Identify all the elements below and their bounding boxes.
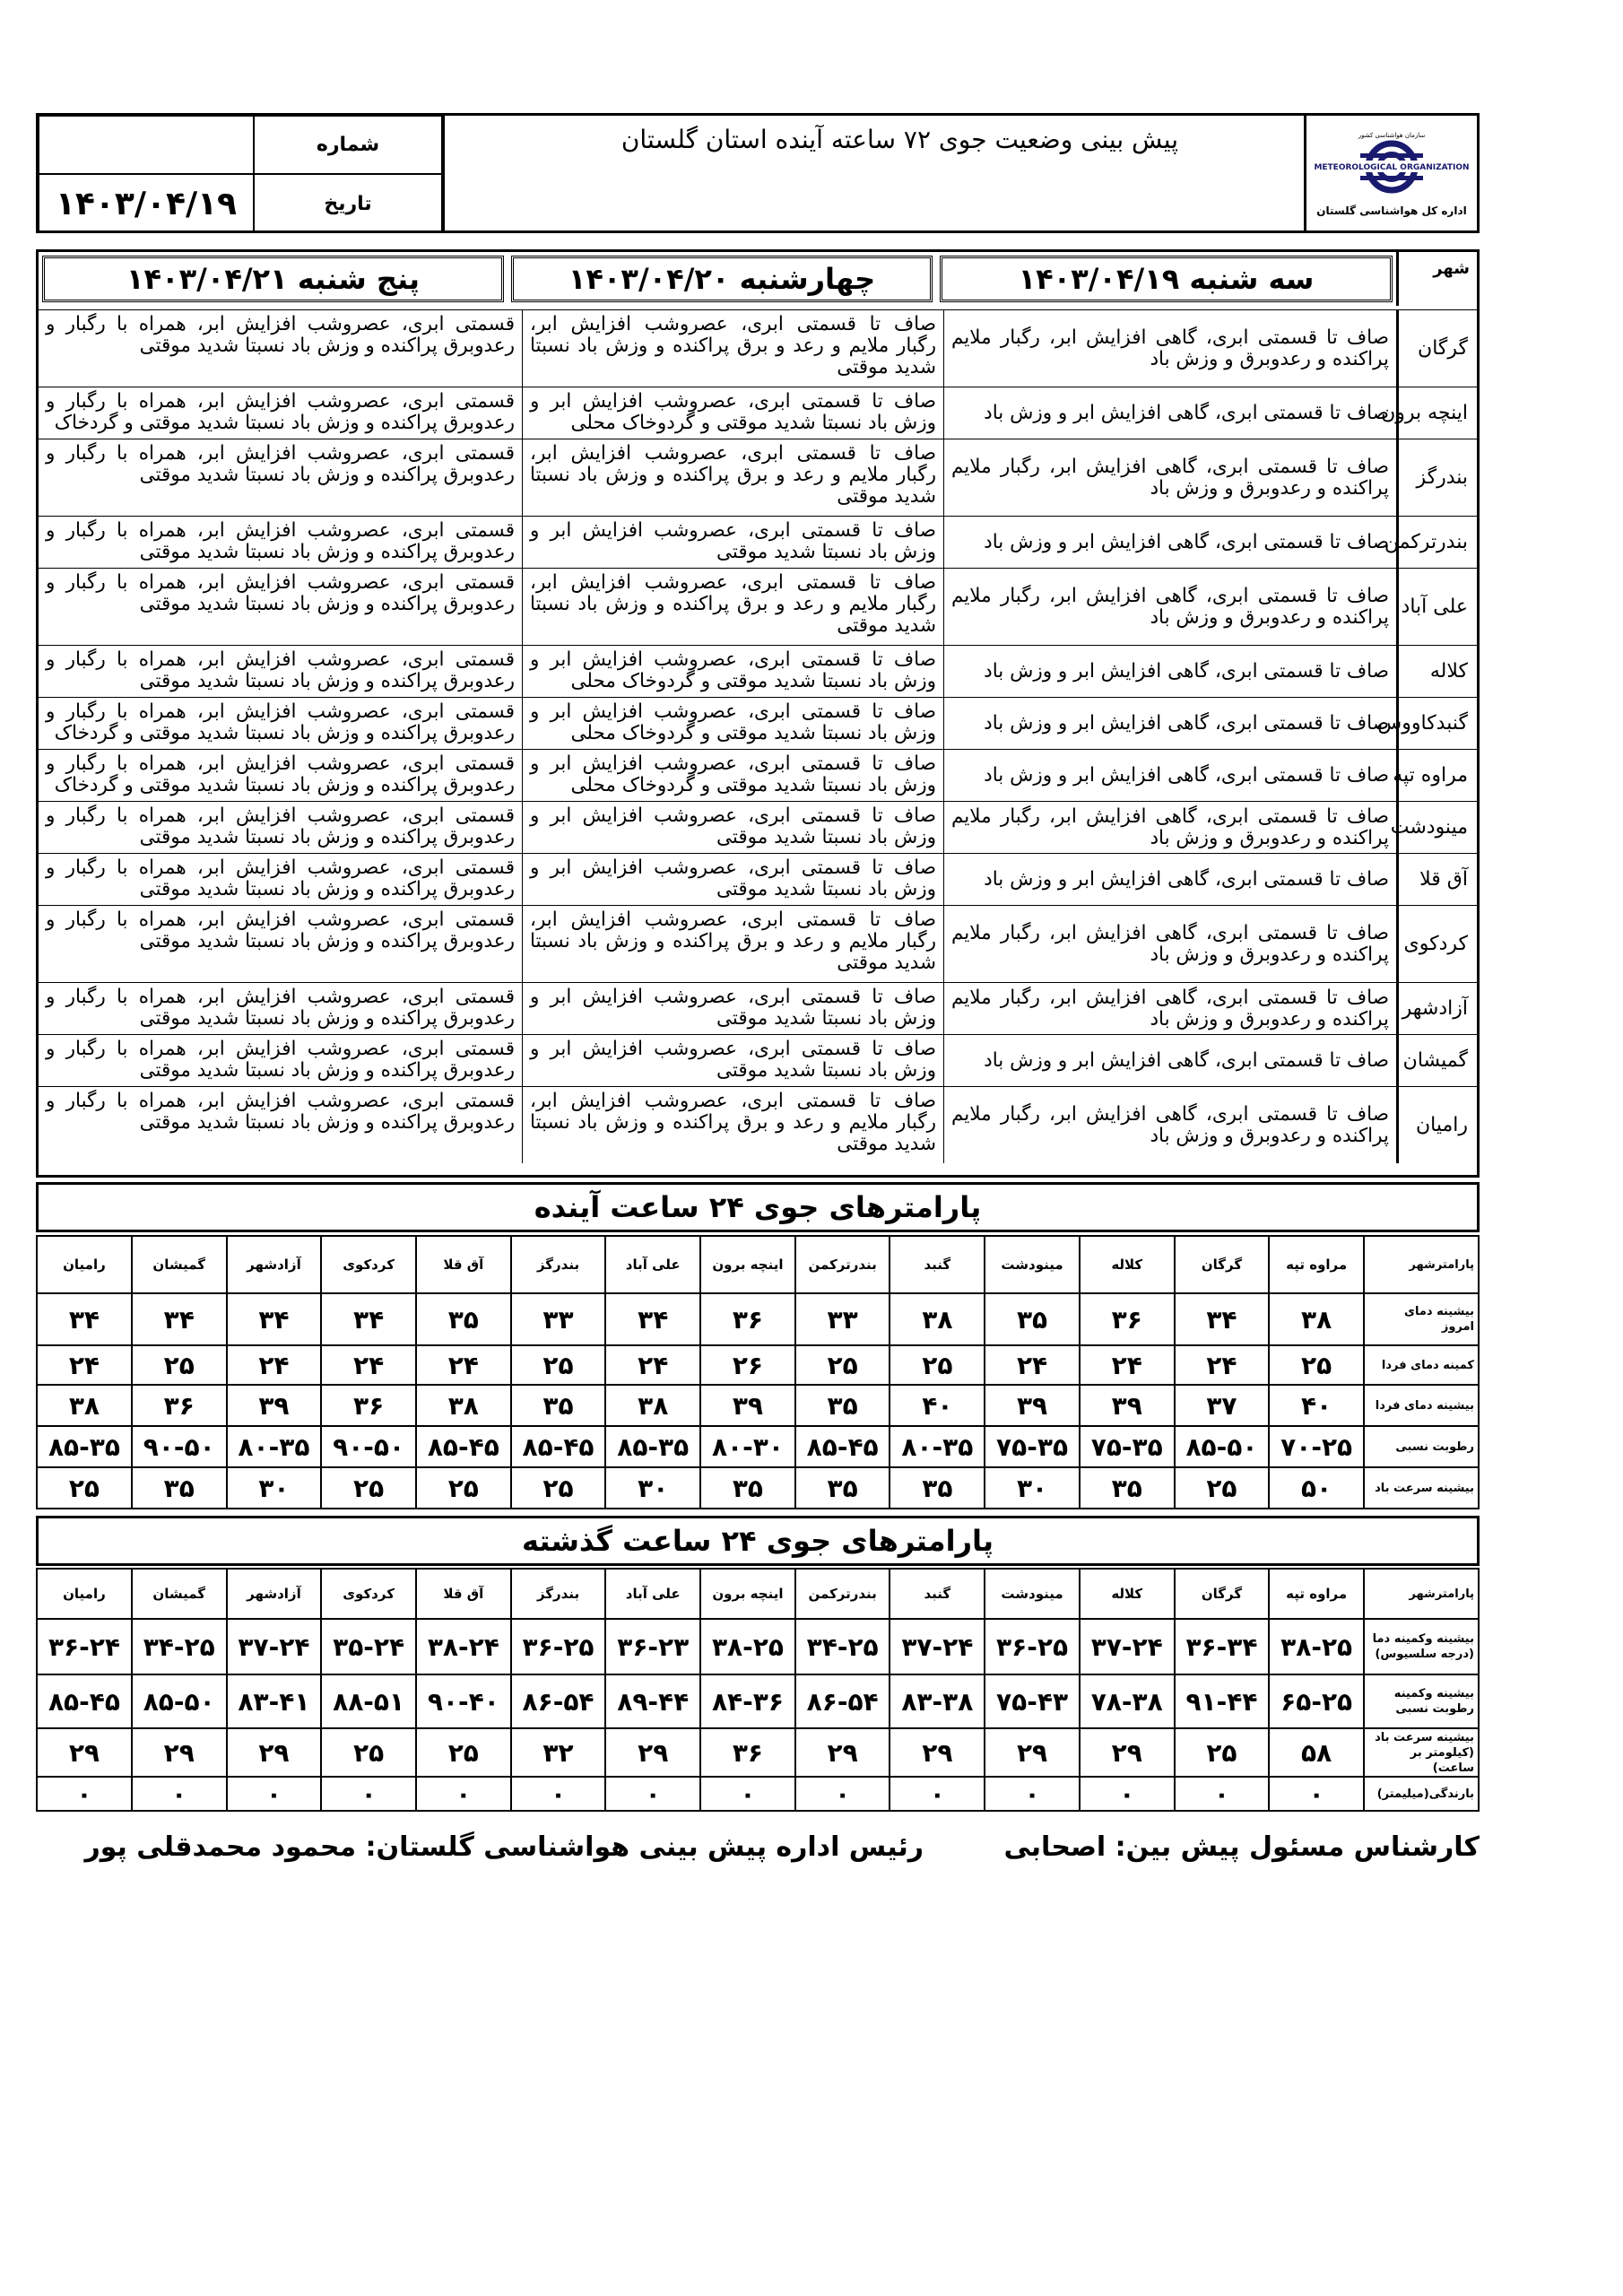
param-value: ۲۵ bbox=[321, 1467, 416, 1509]
param-value: ۷۵-۳۵ bbox=[985, 1426, 1080, 1467]
city-header: رامیان bbox=[37, 1569, 132, 1619]
day-2-forecast: صاف تا قسمتی ابری، عصروشب افزایش ابر، رگبار ملایم و رعد و برق پراکنده و وزش باد نسبتا شدید موقتی bbox=[522, 439, 943, 516]
signature-footer bbox=[36, 1831, 1480, 1876]
param-value: ۴۰ bbox=[890, 1385, 985, 1426]
param-value: ۹۰-۵۰ bbox=[321, 1426, 416, 1467]
day-3-forecast: قسمتی ابری، عصروشب افزایش ابر، همراه با رگبار و رعدوبرق پراکنده و وزش باد نسبتا شدید موقتی bbox=[46, 519, 515, 563]
param-value: ۳۴ bbox=[1175, 1293, 1270, 1345]
params-next-title: پارامترهای جوی ۲۴ ساعت آینده bbox=[36, 1182, 1480, 1232]
forecast-row bbox=[39, 568, 1477, 645]
param-value: ۵۸ bbox=[1269, 1728, 1364, 1777]
forecast-row bbox=[39, 697, 1477, 749]
param-value: ۷۰-۲۵ bbox=[1269, 1426, 1364, 1467]
param-label: بیشینه وکمینه رطوبت نسبی bbox=[1364, 1674, 1479, 1728]
param-value: ۳۸ bbox=[416, 1385, 511, 1426]
forecast-row bbox=[39, 516, 1477, 568]
day-3-forecast: قسمتی ابری، عصروشب افزایش ابر، همراه با رگبار و رعدوبرق پراکنده و وزش باد نسبتا شدید موقتی bbox=[46, 986, 515, 1030]
param-value: ۳۵ bbox=[416, 1293, 511, 1345]
city-name: رامیان bbox=[1396, 1087, 1477, 1163]
param-value: ۰ bbox=[132, 1777, 227, 1811]
param-value: ۳۷ bbox=[1175, 1385, 1270, 1426]
params-row bbox=[37, 1619, 1479, 1674]
forecast-row bbox=[39, 905, 1477, 982]
param-value: ۷۸-۳۸ bbox=[1080, 1674, 1175, 1728]
param-value: ۳۴ bbox=[227, 1293, 322, 1345]
day-1-forecast: صاف تا قسمتی ابری، گاهی افزایش ابر و وزش باد bbox=[943, 1035, 1396, 1086]
day-3-forecast: قسمتی ابری، عصروشب افزایش ابر، همراه با رگبار و رعدوبرق پراکنده و وزش باد نسبتا شدید موقتی bbox=[46, 909, 515, 952]
param-value: ۲۵ bbox=[511, 1345, 606, 1385]
param-city-corner: پارامترشهر bbox=[1364, 1569, 1479, 1619]
param-value: ۳۵ bbox=[700, 1467, 795, 1509]
city-name: گرگان bbox=[1396, 310, 1477, 387]
forecast-row bbox=[39, 853, 1477, 905]
param-value: ۰ bbox=[416, 1777, 511, 1811]
param-value: ۸۵-۴۵ bbox=[37, 1674, 132, 1728]
param-value: ۳۶ bbox=[132, 1385, 227, 1426]
param-value: ۵۰ bbox=[1269, 1467, 1364, 1509]
city-header: بندرگز bbox=[511, 1569, 606, 1619]
day-3-forecast: قسمتی ابری، عصروشب افزایش ابر، همراه با رگبار و رعدوبرق پراکنده و وزش باد نسبتا شدید موقتی bbox=[46, 857, 515, 900]
logo-top-text: سازمان هواشناسی کشور bbox=[1358, 132, 1426, 139]
city-name: بندرگز bbox=[1396, 439, 1477, 516]
city-header: گرگان bbox=[1175, 1236, 1270, 1293]
param-value: ۸۹-۴۴ bbox=[605, 1674, 700, 1728]
city-name: کردکوی bbox=[1396, 906, 1477, 982]
forecaster-name: کارشناس مسئول پیش بین: اصحابی bbox=[1003, 1831, 1480, 1863]
city-header: گنبد bbox=[890, 1569, 985, 1619]
param-city-corner: پارامترشهر bbox=[1364, 1236, 1479, 1293]
day-1-forecast: صاف تا قسمتی ابری، گاهی افزایش ابر و وزش باد bbox=[943, 646, 1396, 697]
day-2-forecast: صاف تا قسمتی ابری، عصروشب افزایش ابر و وزش باد نسبتا شدید موقتی و گردوخاک محلی bbox=[522, 387, 943, 439]
city-column-header: شهر bbox=[1396, 252, 1477, 306]
day-1-forecast: صاف تا قسمتی ابری، گاهی افزایش ابر، رگبار ملایم پراکنده و رعدوبرق و وزش باد bbox=[943, 439, 1396, 516]
param-value: ۳۶ bbox=[1080, 1293, 1175, 1345]
params-header-row bbox=[37, 1569, 1479, 1619]
forecast-row bbox=[39, 1086, 1477, 1163]
param-value: ۳۴-۲۵ bbox=[132, 1619, 227, 1674]
param-value: ۶۵-۲۵ bbox=[1269, 1674, 1364, 1728]
param-label: بیشینه دمای امروز bbox=[1364, 1293, 1479, 1345]
param-value: ۲۹ bbox=[605, 1728, 700, 1777]
param-value: ۸۰-۳۵ bbox=[890, 1426, 985, 1467]
param-value: ۸۵-۳۵ bbox=[605, 1426, 700, 1467]
param-label: کمینه دمای فردا bbox=[1364, 1345, 1479, 1385]
params-next-table bbox=[36, 1235, 1480, 1509]
day-2-forecast: صاف تا قسمتی ابری، عصروشب افزایش ابر و وزش باد نسبتا شدید موقتی و گردوخاک محلی bbox=[522, 698, 943, 749]
params-row bbox=[37, 1293, 1479, 1345]
param-value: ۲۵ bbox=[416, 1728, 511, 1777]
city-header: اینچه برون bbox=[700, 1236, 795, 1293]
param-value: ۲۹ bbox=[132, 1728, 227, 1777]
day-2-forecast: صاف تا قسمتی ابری، عصروشب افزایش ابر، رگبار ملایم و رعد و برق پراکنده و وزش باد نسبتا شدید موقتی bbox=[522, 569, 943, 645]
day-2-forecast: صاف تا قسمتی ابری، عصروشب افزایش ابر، رگبار ملایم و رعد و برق پراکنده و وزش باد نسبتا شدید موقتی bbox=[522, 906, 943, 982]
city-name: کلاله bbox=[1396, 646, 1477, 697]
city-header: آق قلا bbox=[416, 1236, 511, 1293]
param-value: ۹۰-۴۰ bbox=[416, 1674, 511, 1728]
param-value: ۳۵ bbox=[511, 1385, 606, 1426]
param-value: ۰ bbox=[37, 1777, 132, 1811]
number-value bbox=[39, 116, 254, 174]
param-value: ۳۶ bbox=[700, 1728, 795, 1777]
city-name: مینودشت bbox=[1396, 802, 1477, 853]
city-name: گمیشان bbox=[1396, 1035, 1477, 1086]
param-value: ۳۳ bbox=[511, 1293, 606, 1345]
param-value: ۸۵-۳۵ bbox=[37, 1426, 132, 1467]
city-header: گنبد bbox=[890, 1236, 985, 1293]
param-label: رطوبت نسبی bbox=[1364, 1426, 1479, 1467]
city-header: مینودشت bbox=[985, 1569, 1080, 1619]
param-value: ۰ bbox=[511, 1777, 606, 1811]
forecast-row bbox=[39, 982, 1477, 1034]
param-value: ۳۰ bbox=[605, 1467, 700, 1509]
param-value: ۲۴ bbox=[1175, 1345, 1270, 1385]
param-value: ۰ bbox=[795, 1777, 890, 1811]
param-label: بیشینه وکمینه دما (درجه سلسیوس) bbox=[1364, 1619, 1479, 1674]
param-value: ۲۵ bbox=[1175, 1467, 1270, 1509]
city-name: آزادشهر bbox=[1396, 983, 1477, 1034]
param-value: ۳۵ bbox=[890, 1467, 985, 1509]
day-1-forecast: صاف تا قسمتی ابری، گاهی افزایش ابر، رگبار ملایم پراکنده و رعدوبرق و وزش باد bbox=[943, 983, 1396, 1034]
city-header: گرگان bbox=[1175, 1569, 1270, 1619]
params-row bbox=[37, 1777, 1479, 1811]
city-header: مراوه تپه bbox=[1269, 1236, 1364, 1293]
param-value: ۲۴ bbox=[985, 1345, 1080, 1385]
param-value: ۲۶ bbox=[700, 1345, 795, 1385]
logo-en-text: METEOROLOGICAL ORGANIZATION bbox=[1314, 163, 1470, 172]
forecast-row bbox=[39, 1034, 1477, 1086]
param-value: ۳۳ bbox=[795, 1293, 890, 1345]
param-value: ۲۴ bbox=[1080, 1345, 1175, 1385]
page-title: پیش بینی وضعیت جوی ۷۲ ساعته آینده استان گلستان bbox=[621, 125, 1178, 154]
param-value: ۲۴ bbox=[227, 1345, 322, 1385]
param-value: ۲۴ bbox=[605, 1345, 700, 1385]
param-value: ۲۵ bbox=[1175, 1728, 1270, 1777]
param-value: ۸۵-۵۰ bbox=[1175, 1426, 1270, 1467]
param-value: ۰ bbox=[605, 1777, 700, 1811]
param-value: ۳۰ bbox=[227, 1467, 322, 1509]
param-value: ۰ bbox=[985, 1777, 1080, 1811]
param-value: ۳۶-۲۳ bbox=[605, 1619, 700, 1674]
param-value: ۳۴ bbox=[37, 1293, 132, 1345]
params-row bbox=[37, 1426, 1479, 1467]
organization-logo bbox=[1304, 116, 1477, 230]
day-2-forecast: صاف تا قسمتی ابری، عصروشب افزایش ابر، رگبار ملایم و رعد و برق پراکنده و وزش باد نسبتا شدید موقتی bbox=[522, 1087, 943, 1163]
day-3-forecast: قسمتی ابری، عصروشب افزایش ابر، همراه با رگبار و رعدوبرق پراکنده و وزش باد نسبتا شدید موقتی bbox=[46, 571, 515, 615]
param-value: ۲۵ bbox=[132, 1345, 227, 1385]
city-header: آزادشهر bbox=[227, 1236, 322, 1293]
params-past-title: پارامترهای جوی ۲۴ ساعت گذشته bbox=[36, 1516, 1480, 1566]
param-value: ۸۸-۵۱ bbox=[321, 1674, 416, 1728]
day-3-forecast: قسمتی ابری، عصروشب افزایش ابر، همراه با رگبار و رعدوبرق پراکنده و وزش باد نسبتا شدید موقتی bbox=[46, 442, 515, 486]
day-3-forecast: قسمتی ابری، عصروشب افزایش ابر، همراه با رگبار و رعدوبرق پراکنده و وزش باد نسبتا شدید موقتی و گردخاک bbox=[46, 700, 515, 744]
day-3-forecast: قسمتی ابری، عصروشب افزایش ابر، همراه با رگبار و رعدوبرق پراکنده و وزش باد نسبتا شدید موقتی و گردخاک bbox=[46, 390, 515, 434]
city-header: آق قلا bbox=[416, 1569, 511, 1619]
param-value: ۲۴ bbox=[37, 1345, 132, 1385]
param-value: ۳۶ bbox=[700, 1293, 795, 1345]
param-value: ۳۶-۲۵ bbox=[511, 1619, 606, 1674]
param-value: ۳۹ bbox=[700, 1385, 795, 1426]
param-value: ۲۴ bbox=[321, 1345, 416, 1385]
meteorological-logo-icon bbox=[1314, 129, 1470, 199]
title-area bbox=[445, 116, 1304, 230]
forecast-row bbox=[39, 645, 1477, 697]
city-header: بندرترکمن bbox=[795, 1569, 890, 1619]
date-label: تاریخ bbox=[254, 174, 442, 233]
params-past-table bbox=[36, 1568, 1480, 1812]
param-value: ۰ bbox=[890, 1777, 985, 1811]
param-value: ۳۵-۲۴ bbox=[321, 1619, 416, 1674]
param-value: ۳۴ bbox=[132, 1293, 227, 1345]
day-2-forecast: صاف تا قسمتی ابری، عصروشب افزایش ابر و وزش باد نسبتا شدید موقتی bbox=[522, 1035, 943, 1086]
param-value: ۸۶-۵۴ bbox=[795, 1674, 890, 1728]
day-3-forecast: قسمتی ابری، عصروشب افزایش ابر، همراه با رگبار و رعدوبرق پراکنده و وزش باد نسبتا شدید موقتی bbox=[46, 804, 515, 848]
city-header: کلاله bbox=[1080, 1569, 1175, 1619]
city-header: گمیشان bbox=[132, 1236, 227, 1293]
param-value: ۸۶-۵۴ bbox=[511, 1674, 606, 1728]
day-1-forecast: صاف تا قسمتی ابری، گاهی افزایش ابر، رگبار ملایم پراکنده و رعدوبرق و وزش باد bbox=[943, 906, 1396, 982]
param-value: ۰ bbox=[1175, 1777, 1270, 1811]
params-row bbox=[37, 1467, 1479, 1509]
day-2-forecast: صاف تا قسمتی ابری، عصروشب افزایش ابر، رگبار ملایم و رعد و برق پراکنده و وزش باد نسبتا شدید موقتی bbox=[522, 310, 943, 387]
forecast-row bbox=[39, 387, 1477, 439]
day-2-forecast: صاف تا قسمتی ابری، عصروشب افزایش ابر و وزش باد نسبتا شدید موقتی bbox=[522, 983, 943, 1034]
param-value: ۲۵ bbox=[416, 1467, 511, 1509]
param-value: ۳۹ bbox=[985, 1385, 1080, 1426]
param-value: ۳۷-۲۴ bbox=[1080, 1619, 1175, 1674]
day-2-forecast: صاف تا قسمتی ابری، عصروشب افزایش ابر و وزش باد نسبتا شدید موقتی و گردوخاک محلی bbox=[522, 646, 943, 697]
day-1-forecast: صاف تا قسمتی ابری، گاهی افزایش ابر، رگبار ملایم پراکنده و رعدوبرق و وزش باد bbox=[943, 1087, 1396, 1163]
param-value: ۲۹ bbox=[37, 1728, 132, 1777]
day-1-forecast: صاف تا قسمتی ابری، گاهی افزایش ابر، رگبار ملایم پراکنده و رعدوبرق و وزش باد bbox=[943, 802, 1396, 853]
param-value: ۲۹ bbox=[795, 1728, 890, 1777]
param-value: ۰ bbox=[1080, 1777, 1175, 1811]
city-header: مینودشت bbox=[985, 1236, 1080, 1293]
param-value: ۸۰-۳۰ bbox=[700, 1426, 795, 1467]
day-1-forecast: صاف تا قسمتی ابری، گاهی افزایش ابر و وزش باد bbox=[943, 517, 1396, 568]
day-3-forecast: قسمتی ابری، عصروشب افزایش ابر، همراه با رگبار و رعدوبرق پراکنده و وزش باد نسبتا شدید موقتی bbox=[46, 1038, 515, 1082]
param-label: بیشینه سرعت باد (کیلومتر بر ساعت) bbox=[1364, 1728, 1479, 1777]
param-value: ۳۸-۲۵ bbox=[1269, 1619, 1364, 1674]
forecast-row bbox=[39, 801, 1477, 853]
param-value: ۷۵-۳۵ bbox=[1080, 1426, 1175, 1467]
day-2-forecast: صاف تا قسمتی ابری، عصروشب افزایش ابر و وزش باد نسبتا شدید موقتی bbox=[522, 517, 943, 568]
day-1-forecast: صاف تا قسمتی ابری، گاهی افزایش ابر، رگبار ملایم پراکنده و رعدوبرق و وزش باد bbox=[943, 310, 1396, 387]
param-value: ۳۲ bbox=[511, 1728, 606, 1777]
city-header: مراوه تپه bbox=[1269, 1569, 1364, 1619]
city-header: علی آباد bbox=[605, 1569, 700, 1619]
city-name: مراوه تپه bbox=[1396, 750, 1477, 801]
param-value: ۰ bbox=[1269, 1777, 1364, 1811]
day-1-forecast: صاف تا قسمتی ابری، گاهی افزایش ابر و وزش باد bbox=[943, 854, 1396, 905]
param-value: ۲۹ bbox=[1080, 1728, 1175, 1777]
param-value: ۲۵ bbox=[795, 1345, 890, 1385]
param-value: ۸۵-۵۰ bbox=[132, 1674, 227, 1728]
number-label: شماره bbox=[254, 116, 442, 174]
param-value: ۳۸ bbox=[37, 1385, 132, 1426]
date-value: ۱۴۰۳/۰۴/۱۹ bbox=[39, 174, 254, 233]
day-1-header: سه شنبه ۱۴۰۳/۰۴/۱۹ bbox=[940, 256, 1393, 302]
param-value: ۲۵ bbox=[1269, 1345, 1364, 1385]
param-label: بیشینه دمای فردا bbox=[1364, 1385, 1479, 1426]
day-3-forecast: قسمتی ابری، عصروشب افزایش ابر، همراه با رگبار و رعدوبرق پراکنده و وزش باد نسبتا شدید موقتی bbox=[46, 313, 515, 357]
param-value: ۸۴-۳۶ bbox=[700, 1674, 795, 1728]
city-header: اینچه برون bbox=[700, 1569, 795, 1619]
param-value: ۰ bbox=[700, 1777, 795, 1811]
day-2-forecast: صاف تا قسمتی ابری، عصروشب افزایش ابر و وزش باد نسبتا شدید موقتی و گردوخاک محلی bbox=[522, 750, 943, 801]
params-header-row bbox=[37, 1236, 1479, 1293]
param-value: ۳۶-۳۴ bbox=[1175, 1619, 1270, 1674]
params-row bbox=[37, 1345, 1479, 1385]
document-header bbox=[36, 113, 1480, 233]
day-2-forecast: صاف تا قسمتی ابری، عصروشب افزایش ابر و وزش باد نسبتا شدید موقتی bbox=[522, 854, 943, 905]
forecast-row bbox=[39, 749, 1477, 801]
day-1-forecast: صاف تا قسمتی ابری، گاهی افزایش ابر، رگبار ملایم پراکنده و رعدوبرق و وزش باد bbox=[943, 569, 1396, 645]
forecast-rows bbox=[39, 309, 1477, 1175]
param-value: ۲۵ bbox=[37, 1467, 132, 1509]
param-value: ۳۵ bbox=[795, 1385, 890, 1426]
city-name: آق قلا bbox=[1396, 854, 1477, 905]
param-value: ۳۸ bbox=[890, 1293, 985, 1345]
city-header: رامیان bbox=[37, 1236, 132, 1293]
param-value: ۳۸-۲۵ bbox=[700, 1619, 795, 1674]
param-value: ۳۴ bbox=[321, 1293, 416, 1345]
param-value: ۳۵ bbox=[985, 1293, 1080, 1345]
number-date-box bbox=[39, 116, 445, 230]
logo-caption: اداره کل هواشناسی گلستان bbox=[1316, 204, 1467, 217]
city-header: گمیشان bbox=[132, 1569, 227, 1619]
department-head-name: رئیس اداره پیش بینی هواشناسی گلستان: محمود محمدقلی پور bbox=[84, 1831, 924, 1863]
param-value: ۳۸ bbox=[605, 1385, 700, 1426]
city-header: آزادشهر bbox=[227, 1569, 322, 1619]
param-value: ۲۹ bbox=[985, 1728, 1080, 1777]
forecast-header-row bbox=[39, 252, 1477, 306]
forecast-row bbox=[39, 309, 1477, 387]
param-value: ۳۷-۲۴ bbox=[890, 1619, 985, 1674]
day-1-forecast: صاف تا قسمتی ابری، گاهی افزایش ابر و وزش باد bbox=[943, 387, 1396, 439]
day-3-header: پنج شنبه ۱۴۰۳/۰۴/۲۱ bbox=[42, 256, 504, 302]
param-value: ۰ bbox=[227, 1777, 322, 1811]
param-value: ۸۵-۴۵ bbox=[511, 1426, 606, 1467]
param-value: ۳۷-۲۴ bbox=[227, 1619, 322, 1674]
param-value: ۹۱-۴۴ bbox=[1175, 1674, 1270, 1728]
day-3-forecast: قسمتی ابری، عصروشب افزایش ابر، همراه با رگبار و رعدوبرق پراکنده و وزش باد نسبتا شدید موقتی bbox=[46, 1090, 515, 1134]
city-name: اینچه برون bbox=[1396, 387, 1477, 439]
day-2-header: چهارشنبه ۱۴۰۳/۰۴/۲۰ bbox=[511, 256, 933, 302]
param-value: ۸۳-۴۱ bbox=[227, 1674, 322, 1728]
city-header: علی آباد bbox=[605, 1236, 700, 1293]
day-3-forecast: قسمتی ابری، عصروشب افزایش ابر، همراه با رگبار و رعدوبرق پراکنده و وزش باد نسبتا شدید موقتی bbox=[46, 648, 515, 692]
param-value: ۳۸-۲۴ bbox=[416, 1619, 511, 1674]
city-header: بندرگز bbox=[511, 1236, 606, 1293]
day-2-forecast: صاف تا قسمتی ابری، عصروشب افزایش ابر و وزش باد نسبتا شدید موقتی bbox=[522, 802, 943, 853]
param-value: ۳۴ bbox=[605, 1293, 700, 1345]
param-value: ۳۵ bbox=[132, 1467, 227, 1509]
param-value: ۳۹ bbox=[1080, 1385, 1175, 1426]
param-value: ۸۵-۴۵ bbox=[795, 1426, 890, 1467]
city-header: بندرترکمن bbox=[795, 1236, 890, 1293]
param-value: ۳۰ bbox=[985, 1467, 1080, 1509]
city-name: بندرترکمن bbox=[1396, 517, 1477, 568]
param-value: ۲۴ bbox=[416, 1345, 511, 1385]
param-value: ۴۰ bbox=[1269, 1385, 1364, 1426]
param-value: ۳۶ bbox=[321, 1385, 416, 1426]
param-value: ۸۰-۳۵ bbox=[227, 1426, 322, 1467]
city-name: گنبدکاووس bbox=[1396, 698, 1477, 749]
params-row bbox=[37, 1728, 1479, 1777]
param-value: ۲۵ bbox=[890, 1345, 985, 1385]
city-header: کردکوی bbox=[321, 1569, 416, 1619]
city-name: علی آباد bbox=[1396, 569, 1477, 645]
params-row bbox=[37, 1674, 1479, 1728]
param-label: بارندگی(میلیمتر) bbox=[1364, 1777, 1479, 1811]
param-value: ۳۸ bbox=[1269, 1293, 1364, 1345]
param-value: ۹۰-۵۰ bbox=[132, 1426, 227, 1467]
param-value: ۷۵-۴۳ bbox=[985, 1674, 1080, 1728]
params-row bbox=[37, 1385, 1479, 1426]
param-value: ۳۵ bbox=[795, 1467, 890, 1509]
day-1-forecast: صاف تا قسمتی ابری، گاهی افزایش ابر و وزش باد bbox=[943, 698, 1396, 749]
param-value: ۰ bbox=[321, 1777, 416, 1811]
day-3-forecast: قسمتی ابری، عصروشب افزایش ابر، همراه با رگبار و رعدوبرق پراکنده و وزش باد نسبتا شدید موقتی و گردخاک bbox=[46, 752, 515, 796]
forecast-table bbox=[36, 249, 1480, 1178]
param-label: بیشینه سرعت باد bbox=[1364, 1467, 1479, 1509]
forecast-row bbox=[39, 439, 1477, 516]
param-value: ۳۵ bbox=[1080, 1467, 1175, 1509]
param-value: ۲۵ bbox=[511, 1467, 606, 1509]
city-header: کلاله bbox=[1080, 1236, 1175, 1293]
param-value: ۸۵-۴۵ bbox=[416, 1426, 511, 1467]
param-value: ۸۳-۳۸ bbox=[890, 1674, 985, 1728]
param-value: ۳۹ bbox=[227, 1385, 322, 1426]
param-value: ۳۶-۲۴ bbox=[37, 1619, 132, 1674]
city-header: کردکوی bbox=[321, 1236, 416, 1293]
day-1-forecast: صاف تا قسمتی ابری، گاهی افزایش ابر و وزش باد bbox=[943, 750, 1396, 801]
param-value: ۳۴-۲۵ bbox=[795, 1619, 890, 1674]
param-value: ۳۶-۲۵ bbox=[985, 1619, 1080, 1674]
param-value: ۲۹ bbox=[890, 1728, 985, 1777]
param-value: ۲۹ bbox=[227, 1728, 322, 1777]
param-value: ۲۵ bbox=[321, 1728, 416, 1777]
